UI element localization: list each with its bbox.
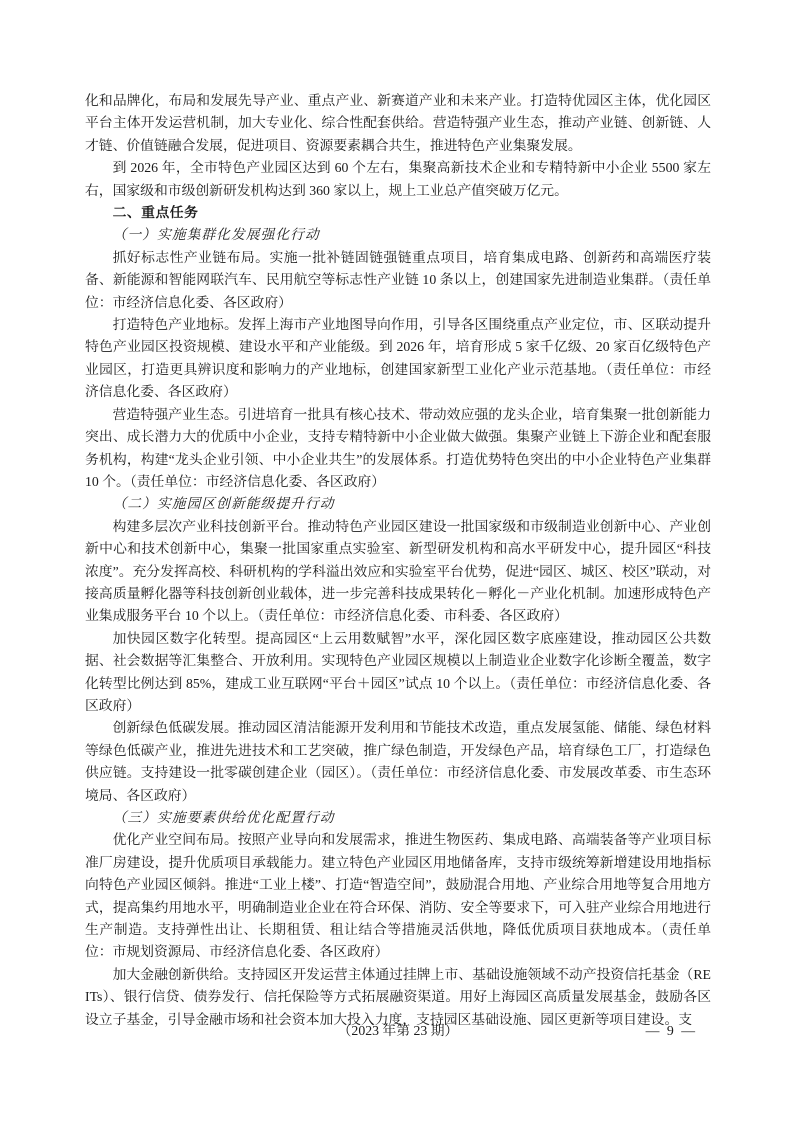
- paragraph-financial-innovation-supply: 加大金融创新供给。支持园区开发运营主体通过挂牌上市、基础设施领域不动产投资信托基金（REITs）、银行信贷、债券发行、信托保险等方式拓展融资渠道。用好上海园区高质量发展基金，鼓励各区设立子基金，引导金融市场和社会资本加大投入力度，支持园区基础设施、园区更新等项目建设。支: [85, 966, 711, 1027]
- paragraph-industrial-space-layout: 优化产业空间布局。按照产业导向和发展需求，推进生物医药、集成电路、高端装备等产业项目标准厂房建设，提升优质项目承载能力。建立特色产业园区用地储备库，支持市级统筹新增建设用地指标向特色产业园区倾斜。推进“工业上楼”、打造“智造空间”，鼓励混合用地、产业综合用地等复合用地方式，提高集约用地水平，明确制造业企业在符合环保、消防、安全等要求下，可入驻产业综合用地进行生产制造。支持弹性出让、长期租赁、租让结合等措施灵活供地，降低优质项目获地成本。（责任单位：市规划资源局、市经济信息化委、各区政府）: [85, 832, 711, 960]
- page-footer: [85, 1020, 711, 1042]
- paragraph-landmark-industry-chains: 抓好标志性产业链布局。实施一批补链固链强链重点项目，培育集成电路、创新药和高端医疗装备、新能源和智能网联汽车、民用航空等标志性产业链 10 条以上，创建国家先进制造业集群。（责任单位：市经济信息化委、各区政府）: [85, 249, 711, 310]
- subsection-heading-cluster-development-action: （一）实施集群化发展强化行动: [112, 227, 320, 243]
- paragraph-industry-landmarks: 打造特色产业地标。发挥上海市产业地图导向作用，引导各区围绕重点产业定位，市、区联动提升特色产业园区投资规模、建设水平和产业能级。到 2026 年，培育形成 5 家千亿级、20 家百亿级特色产业园区，打造更具辨识度和影响力的产业地标，创建国家新型工业化产业示范基地。（责任单位：市经济信息化委、各区政府）: [85, 317, 711, 400]
- page-number: — 9 —: [645, 1023, 697, 1038]
- subsection-heading-factor-supply-action: （三）实施要素供给优化配置行动: [112, 810, 335, 825]
- subsection-heading-innovation-upgrade-action: （二）实施园区创新能级提升行动: [112, 496, 335, 512]
- issue-label: （2023 年第 23 期）: [337, 1023, 459, 1038]
- paragraph-sci-tech-innovation-platforms: 构建多层次产业科技创新平台。推动特色产业园区建设一批国家级和市级制造业创新中心、产业创新中心和技术创新中心，集聚一批国家重点实验室、新型研发机构和高水平研发中心，提升园区“科技浓度”。充分发挥高校、科研机构的学科溢出效应和实验室平台优势，促进“园区、城区、校区”联动，对接高质量孵化器等科技创新创业载体，进一步完善科技成果转化－孵化－产业化机制。加速形成特色产业集成服务平台 10 个以上。（责任单位：市经济信息化委、市科委、各区政府）: [85, 518, 711, 624]
- text-column: [85, 90, 711, 1031]
- continuation-paragraph: 化和品牌化，布局和发展先导产业、重点产业、新赛道产业和未来产业。打造特优园区主体，优化园区平台主体开发运营机制，加大专业化、综合性配套供给。营造特强产业生态，推动产业链、创新链、人才链、价值链融合发展，促进项目、资源要素耦合共生，推进特色产业集聚发展。: [85, 93, 711, 153]
- paragraph-digital-transformation: 加快园区数字化转型。提高园区“上云用数赋智”水平，深化园区数字底座建设，推动园区公共数据、社会数据等汇集整合、开放利用。实现特色产业园区规模以上制造业企业数字化诊断全覆盖，数字化转型比例达到 85%，建成工业互联网“平台＋园区”试点 10 个以上。（责任单位：市经济信息化委、各区政府）: [85, 630, 711, 713]
- section-heading-key-tasks: 二、重点任务: [112, 205, 199, 221]
- paragraph-green-low-carbon: 创新绿色低碳发展。推动园区清洁能源开发利用和节能技术改造，重点发展氢能、储能、绿色材料等绿色低碳产业，推进先进技术和工艺突破，推广绿色制造，开发绿色产品，培育绿色工厂，打造绿色供应链。支持建设一批零碳创建企业（园区）。（责任单位：市经济信息化委、市发展改革委、市生态环境局、各区政府）: [85, 720, 711, 803]
- targets-2026-paragraph: 到 2026 年，全市特色产业园区达到 60 个左右，集聚高新技术企业和专精特新中小企业 5500 家左右，国家级和市级创新研发机构达到 360 家以上，规上工业总产值突破万亿元。: [85, 160, 711, 198]
- paragraph-strong-industry-ecology: 营造特强产业生态。引进培育一批具有核心技术、带动效应强的龙头企业，培育集聚一批创新能力突出、成长潜力大的优质中小企业，支持专精特新中小企业做大做强。集聚产业链上下游企业和配套服务机构，构建“龙头企业引领、中小企业共生”的发展体系。打造优势特色突出的中小企业特色产业集群 10 个。（责任单位：市经济信息化委、各区政府）: [85, 406, 711, 489]
